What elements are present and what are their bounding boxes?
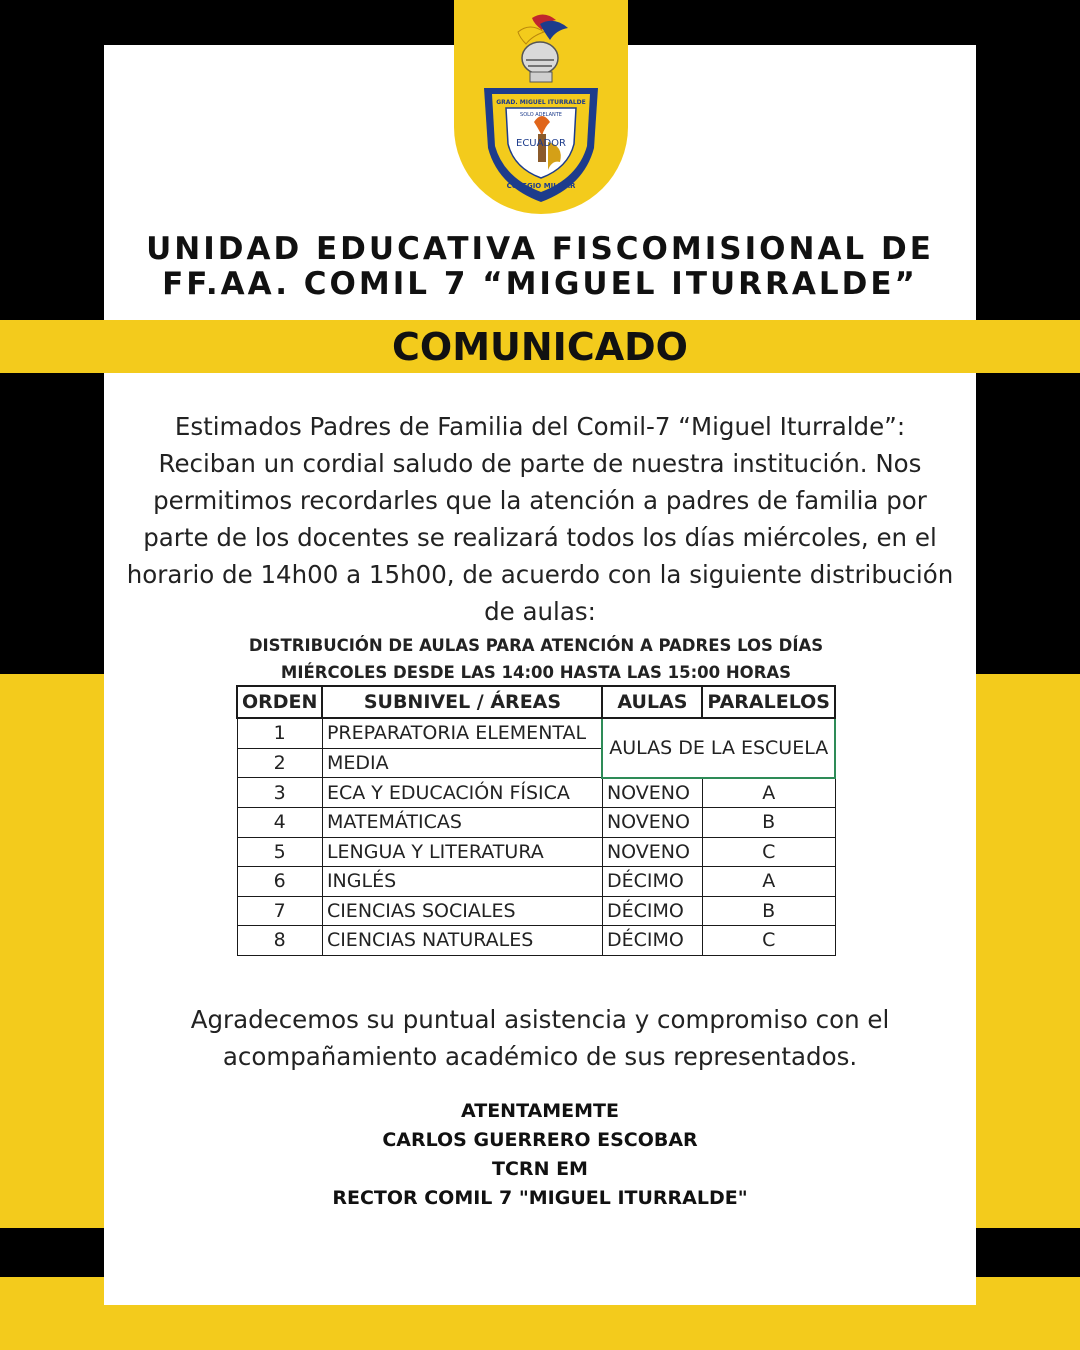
header-paralelos: PARALELOS bbox=[702, 686, 835, 718]
table-caption-line-1: DISTRIBUCIÓN DE AULAS PARA ATENCIÓN A PADRES LOS DÍAS bbox=[248, 636, 824, 655]
distribution-table bbox=[236, 685, 836, 956]
cell-orden: 8 bbox=[237, 926, 322, 956]
header-orden: ORDEN bbox=[237, 686, 322, 718]
table-row bbox=[237, 808, 835, 838]
crest-motto: SOLO ADELANTE bbox=[520, 112, 562, 118]
header-subnivel: SUBNIVEL / ÁREAS bbox=[322, 686, 602, 718]
table-row bbox=[237, 896, 835, 926]
cell-orden: 7 bbox=[237, 896, 322, 926]
cell-orden: 6 bbox=[237, 867, 322, 897]
table-caption-line-2: MIÉRCOLES DESDE LAS 14:00 HASTA LAS 15:00 HORAS bbox=[280, 663, 792, 682]
cell-subnivel: ECA Y EDUCACIÓN FÍSICA bbox=[322, 778, 602, 808]
cell-paralelos: C bbox=[702, 926, 835, 956]
signature-salutation: ATENTAMEMTE bbox=[461, 1100, 619, 1122]
cell-paralelos: B bbox=[702, 808, 835, 838]
cell-subnivel: CIENCIAS NATURALES bbox=[322, 926, 602, 956]
school-title-line-1: UNIDAD EDUCATIVA FISCOMISIONAL DE bbox=[146, 231, 934, 267]
cell-aulas: NOVENO bbox=[602, 808, 702, 838]
header-aulas: AULAS bbox=[602, 686, 702, 718]
cell-subnivel: LENGUA Y LITERATURA bbox=[322, 837, 602, 867]
cell-subnivel: INGLÉS bbox=[322, 867, 602, 897]
intro-line: de aulas: bbox=[484, 597, 596, 626]
cell-orden: 4 bbox=[237, 808, 322, 838]
intro-paragraph bbox=[120, 408, 960, 630]
cell-aulas: NOVENO bbox=[602, 778, 702, 808]
crest-country: ECUADOR bbox=[516, 138, 566, 149]
cell-orden: 1 bbox=[237, 718, 322, 748]
cell-subnivel: MATEMÁTICAS bbox=[322, 808, 602, 838]
table-row bbox=[237, 718, 835, 748]
cell-paralelos: B bbox=[702, 896, 835, 926]
intro-line: Estimados Padres de Familia del Comil-7 “Miguel Iturralde”: bbox=[174, 412, 906, 441]
table-caption bbox=[236, 632, 836, 686]
cell-orden: 2 bbox=[237, 748, 322, 778]
cell-aulas: NOVENO bbox=[602, 837, 702, 867]
intro-line: Reciban un cordial saludo de parte de nuestra institución. Nos bbox=[158, 449, 922, 478]
school-title bbox=[104, 232, 976, 302]
closing-line: Agradecemos su puntual asistencia y compromiso con el bbox=[190, 1005, 890, 1034]
intro-line: parte de los docentes se realizará todos los días miércoles, en el bbox=[143, 523, 937, 552]
cell-aulas-escuela-merged: AULAS DE LA ESCUELA bbox=[602, 718, 835, 778]
cell-aulas: DÉCIMO bbox=[602, 867, 702, 897]
signature-rank: TCRN EM bbox=[492, 1158, 588, 1180]
intro-line: permitimos recordarles que la atención a padres de familia por bbox=[153, 486, 927, 515]
cell-subnivel: CIENCIAS SOCIALES bbox=[322, 896, 602, 926]
table-row bbox=[237, 867, 835, 897]
closing-paragraph bbox=[120, 1001, 960, 1075]
crest-top-banner: GRAD. MIGUEL ITURRALDE bbox=[496, 99, 586, 106]
signature-name: CARLOS GUERRERO ESCOBAR bbox=[382, 1129, 698, 1151]
cell-subnivel: MEDIA bbox=[322, 748, 602, 778]
cell-paralelos: A bbox=[702, 778, 835, 808]
cell-aulas: DÉCIMO bbox=[602, 926, 702, 956]
signature-block bbox=[104, 1097, 976, 1213]
table-row bbox=[237, 837, 835, 867]
cell-paralelos: A bbox=[702, 867, 835, 897]
cell-subnivel: PREPARATORIA ELEMENTAL bbox=[322, 718, 602, 748]
table-header-row bbox=[237, 686, 835, 718]
intro-line: horario de 14h00 a 15h00, de acuerdo con la siguiente distribución bbox=[126, 560, 954, 589]
closing-line: acompañamiento académico de sus representados. bbox=[222, 1042, 858, 1071]
comunicado-heading: COMUNICADO bbox=[392, 325, 688, 369]
table-row bbox=[237, 926, 835, 956]
signature-position: RECTOR COMIL 7 "MIGUEL ITURRALDE" bbox=[332, 1187, 748, 1209]
school-title-line-2: FF.AA. COMIL 7 “MIGUEL ITURRALDE” bbox=[162, 266, 918, 302]
table-row bbox=[237, 778, 835, 808]
cell-orden: 5 bbox=[237, 837, 322, 867]
cell-orden: 3 bbox=[237, 778, 322, 808]
colegio-militar-crest-icon bbox=[474, 10, 608, 206]
crest-ring: COLEGIO MILITAR bbox=[506, 182, 576, 190]
cell-aulas: DÉCIMO bbox=[602, 896, 702, 926]
cell-paralelos: C bbox=[702, 837, 835, 867]
